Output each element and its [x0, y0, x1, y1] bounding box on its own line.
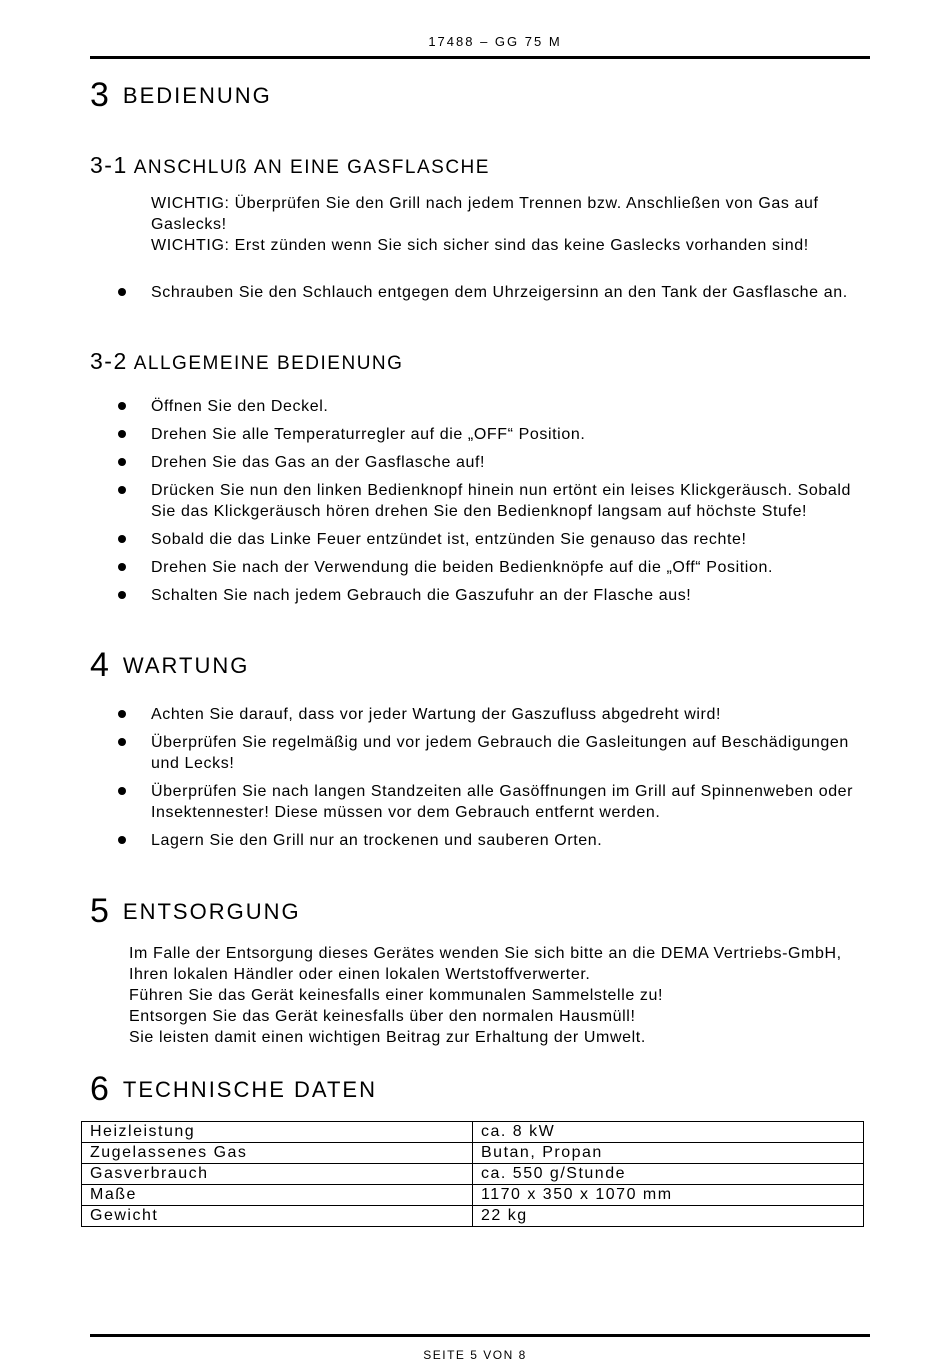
- subsection-number: 3-2: [90, 348, 128, 374]
- section-title: WARTUNG: [122, 653, 250, 678]
- list-item: Sobald die das Linke Feuer entzündet ist, entzünden Sie genauso das rechte!: [118, 529, 858, 550]
- section-number: 6: [90, 1070, 109, 1108]
- table-key: Gasverbrauch: [82, 1164, 473, 1185]
- section-number: 5: [90, 892, 109, 930]
- warning-text-1: WICHTIG: Überprüfen Sie den Grill nach jedem Trennen bzw. Anschließen von Gas auf Gaslecks!: [151, 195, 819, 233]
- bullet-icon: [118, 787, 126, 795]
- table-value: ca. 550 g/Stunde: [473, 1164, 864, 1185]
- bullet-icon: [118, 591, 126, 599]
- warning-paragraph: [151, 193, 856, 256]
- table-row: [82, 1206, 864, 1227]
- list-item: Drücken Sie nun den linken Bedienknopf hinein nun ertönt ein leises Klickgeräusch. Sobald Sie das Klickgeräusch hören drehen Sie den Bedienknopf langsam auf höchste Stufe!: [118, 480, 858, 522]
- bullet-list-4: [118, 704, 858, 858]
- table-value: 22 kg: [473, 1206, 864, 1227]
- table-value: Butan, Propan: [473, 1143, 864, 1164]
- table-key: Heizleistung: [82, 1122, 473, 1143]
- bullet-list-3-1: [118, 282, 858, 310]
- table-row: [82, 1164, 864, 1185]
- table-key: Maße: [82, 1185, 473, 1206]
- warning-text-2: WICHTIG: Erst zünden wenn Sie sich sicher sind das keine Gaslecks vorhanden sind!: [151, 237, 809, 254]
- table-value: 1170 x 350 x 1070 mm: [473, 1185, 864, 1206]
- list-item: Öffnen Sie den Deckel.: [118, 396, 858, 417]
- disposal-line-1: Im Falle der Entsorgung dieses Gerätes wenden Sie sich bitte an die DEMA Vertriebs-GmbH, Ihren lokalen Händler oder einen lokalen Wertstoffverwerter.: [129, 945, 842, 983]
- subsection-title: ALLGEMEINE BEDIENUNG: [133, 353, 404, 374]
- list-item: Überprüfen Sie regelmäßig und vor jedem Gebrauch die Gasleitungen auf Beschädigungen und Lecks!: [118, 732, 858, 774]
- section-number: 3: [90, 76, 109, 114]
- section-title: TECHNISCHE DATEN: [122, 1077, 377, 1102]
- page-number: SEITE 5 VON 8: [423, 1348, 527, 1362]
- bullet-icon: [118, 486, 126, 494]
- table-key: Zugelassenes Gas: [82, 1143, 473, 1164]
- section-title: BEDIENUNG: [122, 83, 272, 108]
- subsection-number: 3-1: [90, 152, 128, 178]
- list-item: Schalten Sie nach jedem Gebrauch die Gaszufuhr an der Flasche aus!: [118, 585, 858, 606]
- list-item: Überprüfen Sie nach langen Standzeiten alle Gasöffnungen im Grill auf Spinnenweben oder Insektennester! Diese müssen vor dem Gebrauch entfernt werden.: [118, 781, 858, 823]
- bullet-icon: [118, 738, 126, 746]
- list-item: Schrauben Sie den Schlauch entgegen dem Uhrzeigersinn an den Tank der Gasflasche an.: [118, 282, 858, 303]
- section-number: 4: [90, 646, 109, 684]
- subsection-title: ANSCHLUß AN EINE GASFLASCHE: [133, 157, 490, 178]
- table-value: ca. 8 kW: [473, 1122, 864, 1143]
- section-title: ENTSORGUNG: [122, 899, 301, 924]
- bullet-icon: [118, 430, 126, 438]
- bullet-icon: [118, 535, 126, 543]
- disposal-line-3: Entsorgen Sie das Gerät keinesfalls über den normalen Hausmüll!: [129, 1008, 636, 1025]
- footer-rule: [90, 1334, 870, 1337]
- table-row: [82, 1143, 864, 1164]
- bullet-list-3-2: [118, 396, 858, 613]
- disposal-paragraph: [129, 943, 864, 1048]
- disposal-line-2: Führen Sie das Gerät keinesfalls einer kommunalen Sammelstelle zu!: [129, 987, 664, 1004]
- section-6-heading: [90, 1070, 377, 1109]
- list-item: Lagern Sie den Grill nur an trockenen und sauberen Orten.: [118, 830, 858, 851]
- table-row: [82, 1122, 864, 1143]
- list-item: Drehen Sie alle Temperaturregler auf die „OFF“ Position.: [118, 424, 858, 445]
- section-3-2-heading: [90, 348, 403, 375]
- bullet-icon: [118, 710, 126, 718]
- bullet-icon: [118, 288, 126, 296]
- disposal-line-4: Sie leisten damit einen wichtigen Beitrag zur Erhaltung der Umwelt.: [129, 1029, 646, 1046]
- section-5-heading: [90, 892, 301, 931]
- list-item: Drehen Sie das Gas an der Gasflasche auf!: [118, 452, 858, 473]
- bullet-icon: [118, 836, 126, 844]
- header-rule: [90, 56, 870, 59]
- document-header: 17488 – GG 75 M: [428, 34, 562, 49]
- section-3-1-heading: [90, 152, 490, 179]
- section-4-heading: [90, 646, 249, 685]
- section-3-heading: [90, 76, 272, 115]
- bullet-icon: [118, 402, 126, 410]
- list-item: Drehen Sie nach der Verwendung die beiden Bedienknöpfe auf die „Off“ Position.: [118, 557, 858, 578]
- table-key: Gewicht: [82, 1206, 473, 1227]
- bullet-icon: [118, 563, 126, 571]
- technical-data-table: [81, 1121, 864, 1227]
- list-item: Achten Sie darauf, dass vor jeder Wartung der Gaszufluss abgedreht wird!: [118, 704, 858, 725]
- bullet-icon: [118, 458, 126, 466]
- table-row: [82, 1185, 864, 1206]
